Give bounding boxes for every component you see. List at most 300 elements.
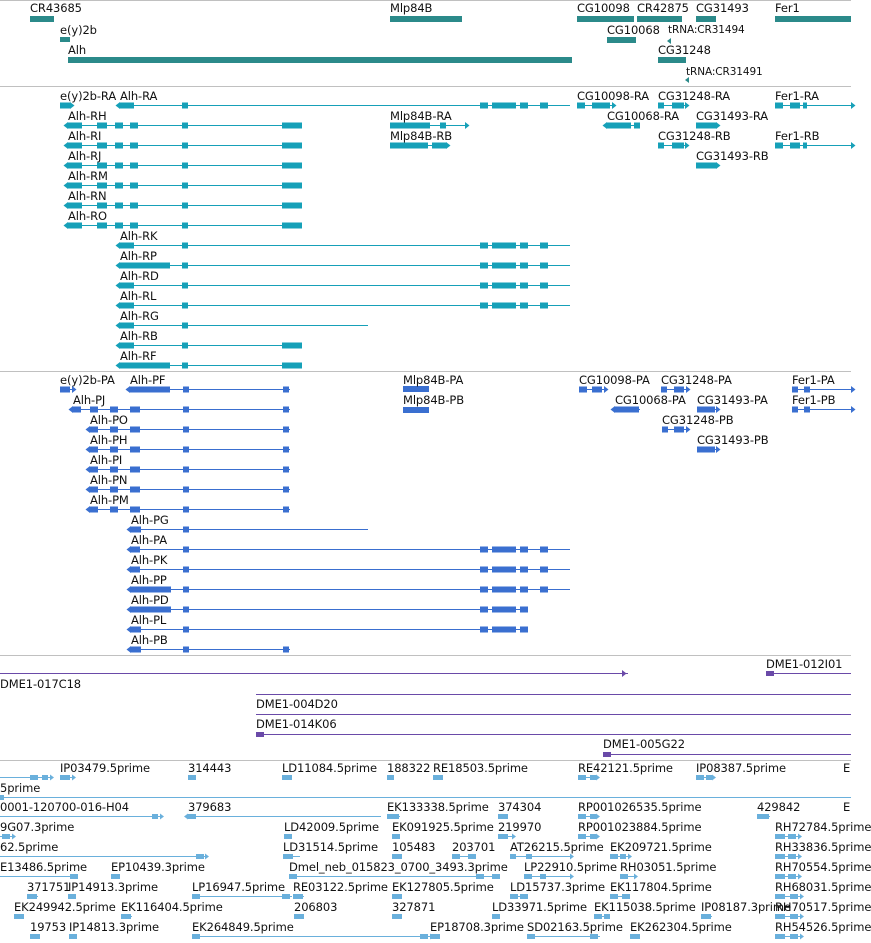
exon-block[interactable] <box>662 427 668 433</box>
est-block[interactable] <box>594 914 602 919</box>
exon-block[interactable] <box>492 243 516 249</box>
feature-label-alh-ri[interactable]: Alh-RI <box>68 129 102 143</box>
gene-cr43685[interactable] <box>30 16 54 22</box>
exon-block[interactable] <box>97 163 107 169</box>
exon-block[interactable] <box>492 103 516 109</box>
exon-block[interactable] <box>592 387 602 393</box>
exon-block[interactable] <box>804 407 810 413</box>
est-block[interactable] <box>392 894 402 899</box>
est-block[interactable] <box>70 874 78 879</box>
feature-label-alh-rl[interactable]: Alh-RL <box>120 289 157 303</box>
exon-block[interactable] <box>90 427 98 433</box>
gene-fer1[interactable] <box>775 16 851 22</box>
exon-block[interactable] <box>480 303 488 309</box>
exon-block[interactable] <box>480 547 488 553</box>
feature-label-cg10098-pa[interactable]: CG10098-PA <box>579 373 650 387</box>
exon-block[interactable] <box>540 283 548 289</box>
feature-label-cg10068[interactable]: CG10068 <box>607 23 660 37</box>
exon-block[interactable] <box>182 303 188 309</box>
exon-block[interactable] <box>73 407 81 413</box>
exon-block[interactable] <box>540 263 548 269</box>
exon-block[interactable] <box>68 143 82 149</box>
est-block[interactable] <box>282 775 292 780</box>
exon-block[interactable] <box>182 183 188 189</box>
feature-label-dme1-014k06[interactable]: DME1-014K06 <box>256 717 337 731</box>
exon-block[interactable] <box>120 303 134 309</box>
feature-label-rp001026535-5prime[interactable]: RP001026535.5prime <box>578 800 702 814</box>
clone-end[interactable] <box>766 671 774 676</box>
feature-label-374304[interactable]: 374304 <box>498 800 542 814</box>
feature-label-cg10068-ra[interactable]: CG10068-RA <box>607 109 680 123</box>
feature-label-alh-rj[interactable]: Alh-RJ <box>68 149 102 163</box>
exon-block[interactable] <box>440 123 446 129</box>
exon-block[interactable] <box>775 143 783 149</box>
gene-ey2b[interactable] <box>60 37 70 42</box>
feature-label-alh-rn[interactable]: Alh-RN <box>68 189 107 203</box>
exon-block[interactable] <box>282 163 302 169</box>
feature-label-dme1-017c18[interactable]: DME1-017C18 <box>0 677 82 691</box>
feature-label-e[interactable]: E <box>843 800 851 814</box>
exon-block[interactable] <box>520 587 528 593</box>
exon-block[interactable] <box>480 627 488 633</box>
est-block[interactable] <box>283 854 293 859</box>
exon-block[interactable] <box>520 103 528 109</box>
exon-block[interactable] <box>183 567 189 573</box>
exon-block[interactable] <box>120 243 134 249</box>
exon-block[interactable] <box>480 607 488 613</box>
exon-block[interactable] <box>183 587 189 593</box>
feature-label-re03122-5prime[interactable]: RE03122.5prime <box>293 880 388 894</box>
est-block[interactable] <box>622 894 630 899</box>
exon-block[interactable] <box>182 283 188 289</box>
exon-block[interactable] <box>492 547 516 553</box>
exon-block[interactable] <box>480 587 488 593</box>
exon-block[interactable] <box>97 143 107 149</box>
exon-block[interactable] <box>182 363 188 369</box>
feature-label-cg31493[interactable]: CG31493 <box>696 1 749 15</box>
feature-label-mlp84b-pb[interactable]: Mlp84B-PB <box>403 393 465 407</box>
exon-block[interactable] <box>282 343 302 349</box>
exon-block[interactable] <box>97 183 107 189</box>
exon-block[interactable] <box>520 283 528 289</box>
est-block[interactable] <box>492 874 500 879</box>
est-block[interactable] <box>520 894 528 899</box>
exon-block[interactable] <box>492 627 516 633</box>
feature-label-alh-pa[interactable]: Alh-PA <box>131 533 167 547</box>
exon-block[interactable] <box>520 607 528 613</box>
feature-label-alh-rh[interactable]: Alh-RH <box>68 109 107 123</box>
est-block[interactable] <box>775 894 785 899</box>
feature-label-206803[interactable]: 206803 <box>294 900 338 914</box>
est-block[interactable] <box>293 894 303 899</box>
est-block[interactable] <box>510 894 518 899</box>
est-block[interactable] <box>620 874 628 879</box>
exon-block[interactable] <box>130 223 138 229</box>
est-block[interactable] <box>527 934 535 939</box>
est-block[interactable] <box>610 854 618 859</box>
exon-block[interactable] <box>540 567 548 573</box>
exon-block[interactable] <box>492 283 516 289</box>
feature-label-ip14913-3prime[interactable]: IP14913.3prime <box>68 880 158 894</box>
exon-block[interactable] <box>480 103 488 109</box>
exon-block[interactable] <box>131 647 141 653</box>
feature-label-rh70517-5prime[interactable]: RH70517.5prime <box>775 900 871 914</box>
feature-label-ep18708-3prime[interactable]: EP18708.3prime <box>430 920 524 934</box>
exon-block[interactable] <box>674 387 684 393</box>
exon-block[interactable] <box>492 607 516 613</box>
exon-block[interactable] <box>283 447 289 453</box>
est-block[interactable] <box>526 854 532 859</box>
exon-block[interactable] <box>130 427 140 433</box>
feature-label-ek117804-5prime[interactable]: EK117804.5prime <box>610 880 712 894</box>
exon-block[interactable] <box>577 103 585 109</box>
exon-block[interactable] <box>120 363 170 369</box>
feature-label-cr42875[interactable]: CR42875 <box>637 1 689 15</box>
exon-block[interactable] <box>282 183 302 189</box>
exon-block[interactable] <box>90 447 98 453</box>
est-block[interactable] <box>757 814 769 819</box>
est-block[interactable] <box>590 834 596 839</box>
est-block[interactable] <box>775 934 785 939</box>
exon-block[interactable] <box>68 203 82 209</box>
exon-block[interactable] <box>480 243 488 249</box>
exon-block[interactable] <box>672 143 684 149</box>
exon-block[interactable] <box>183 507 189 513</box>
exon-block[interactable] <box>540 587 548 593</box>
est-block[interactable] <box>289 874 297 879</box>
exon-block[interactable] <box>120 283 134 289</box>
gene-cg31248[interactable] <box>658 57 686 63</box>
exon-block[interactable] <box>130 547 140 553</box>
exon-block[interactable] <box>492 587 516 593</box>
exon-block[interactable] <box>282 223 302 229</box>
est-block[interactable] <box>192 934 200 939</box>
est-block[interactable] <box>696 775 704 780</box>
est-block[interactable] <box>775 854 785 859</box>
exon-block[interactable] <box>131 627 141 633</box>
est-block[interactable] <box>578 834 586 839</box>
exon-block[interactable] <box>579 387 587 393</box>
feature-label-alh-pn[interactable]: Alh-PN <box>90 473 128 487</box>
feature-label-9g07-3prime[interactable]: 9G07.3prime <box>0 820 75 834</box>
exon-block[interactable] <box>68 183 82 189</box>
exon-block[interactable] <box>792 387 798 393</box>
est-block[interactable] <box>121 914 131 919</box>
est-block[interactable] <box>30 934 40 939</box>
exon-block[interactable] <box>182 163 188 169</box>
feature-label-lp22910-5prime[interactable]: LP22910.5prime <box>524 860 617 874</box>
exon-block[interactable] <box>283 487 289 493</box>
exon-block[interactable] <box>182 243 188 249</box>
exon-block[interactable] <box>803 103 807 109</box>
exon-block[interactable] <box>658 143 664 149</box>
feature-label-e-y-2b-ra[interactable]: e(y)2b-RA <box>60 89 117 103</box>
feature-label-e13486-5prime[interactable]: E13486.5prime <box>0 860 88 874</box>
exon-block[interactable] <box>182 263 188 269</box>
exon-block[interactable] <box>283 467 289 473</box>
exon-block[interactable] <box>130 407 140 413</box>
exon-block[interactable] <box>520 243 528 249</box>
exon-block[interactable] <box>697 407 715 413</box>
exon-block[interactable] <box>792 407 798 413</box>
feature-label-ek127805-5prime[interactable]: EK127805.5prime <box>392 880 494 894</box>
exon-block[interactable] <box>183 607 189 613</box>
est-block[interactable] <box>68 894 76 899</box>
est-block[interactable] <box>788 834 796 839</box>
est-block[interactable] <box>294 914 304 919</box>
feature-label-ek091925-5prime[interactable]: EK091925.5prime <box>392 820 494 834</box>
exon-block[interactable] <box>60 387 70 393</box>
exon-block[interactable] <box>283 387 289 393</box>
protein-mlp84b-pb[interactable] <box>403 407 429 413</box>
feature-label-ip03479-5prime[interactable]: IP03479.5prime <box>60 761 150 775</box>
feature-label-alh-pg[interactable]: Alh-PG <box>131 513 169 527</box>
exon-block[interactable] <box>115 143 123 149</box>
gene-mlp84b[interactable] <box>390 16 462 22</box>
est-block[interactable] <box>604 914 610 919</box>
exon-block[interactable] <box>110 467 118 473</box>
feature-label-cr43685[interactable]: CR43685 <box>30 1 82 15</box>
feature-label-e-y-2b[interactable]: e(y)2b <box>60 23 97 37</box>
est-block[interactable] <box>590 775 596 780</box>
exon-block[interactable] <box>120 263 170 269</box>
feature-label-cg31248-pb[interactable]: CG31248-PB <box>662 413 734 427</box>
gene-alh[interactable] <box>68 57 572 63</box>
exon-block[interactable] <box>592 103 610 109</box>
feature-label-cg31493-rb[interactable]: CG31493-RB <box>696 149 769 163</box>
exon-block[interactable] <box>130 487 140 493</box>
exon-block[interactable] <box>283 427 289 433</box>
feature-label-trna-cr31491[interactable]: tRNA:CR31491 <box>686 66 763 78</box>
exon-block[interactable] <box>130 447 140 453</box>
feature-label-ip08187-3prime[interactable]: IP08187.3prime <box>701 900 791 914</box>
exon-block[interactable] <box>183 427 189 433</box>
exon-block[interactable] <box>120 323 134 329</box>
exon-block[interactable] <box>60 103 70 109</box>
feature-label-188322[interactable]: 188322 <box>387 761 431 775</box>
feature-label-rh54526-5prime[interactable]: RH54526.5prime <box>775 920 871 934</box>
est-block[interactable] <box>590 814 596 819</box>
feature-label-alh-pm[interactable]: Alh-PM <box>90 493 129 507</box>
feature-label-ld31514-5prime[interactable]: LD31514.5prime <box>283 840 378 854</box>
est-block[interactable] <box>788 874 796 879</box>
feature-label-429842[interactable]: 429842 <box>757 800 801 814</box>
feature-label-alh-rb[interactable]: Alh-RB <box>120 329 158 343</box>
exon-block[interactable] <box>131 527 141 533</box>
exon-block[interactable] <box>68 123 82 129</box>
exon-block[interactable] <box>130 387 170 393</box>
est-block[interactable] <box>387 775 394 780</box>
exon-block[interactable] <box>182 323 188 329</box>
feature-label-fer1-pb[interactable]: Fer1-PB <box>792 393 836 407</box>
feature-label-ek133338-5prime[interactable]: EK133338.5prime <box>387 800 489 814</box>
exon-block[interactable] <box>68 163 82 169</box>
feature-label-cg31248[interactable]: CG31248 <box>658 43 711 57</box>
est-block[interactable] <box>60 775 70 780</box>
exon-block[interactable] <box>634 123 640 129</box>
exon-block[interactable] <box>90 467 98 473</box>
feature-label-alh-rf[interactable]: Alh-RF <box>120 349 157 363</box>
exon-block[interactable] <box>696 163 716 169</box>
feature-label-lp16947-5prime[interactable]: LP16947.5prime <box>192 880 285 894</box>
exon-block[interactable] <box>130 143 138 149</box>
feature-label-alh-pd[interactable]: Alh-PD <box>131 593 169 607</box>
est-block[interactable] <box>578 814 586 819</box>
feature-label-alh-ra[interactable]: Alh-RA <box>120 89 158 103</box>
exon-block[interactable] <box>110 487 118 493</box>
est-block[interactable] <box>111 874 120 879</box>
exon-block[interactable] <box>115 123 123 129</box>
feature-label-ld42009-5prime[interactable]: LD42009.5prime <box>284 820 379 834</box>
feature-label-dme1-005g22[interactable]: DME1-005G22 <box>603 737 685 751</box>
exon-block[interactable] <box>282 123 302 129</box>
feature-label-105483[interactable]: 105483 <box>392 840 436 854</box>
feature-label-dme1-012i01[interactable]: DME1-012I01 <box>766 657 843 671</box>
feature-label-cg31493-pb[interactable]: CG31493-PB <box>697 433 769 447</box>
exon-block[interactable] <box>432 143 446 149</box>
exon-block[interactable] <box>90 407 98 413</box>
est-block[interactable] <box>27 894 37 899</box>
exon-block[interactable] <box>520 263 528 269</box>
feature-label-cg31493-pa[interactable]: CG31493-PA <box>697 393 768 407</box>
feature-label-ip08387-5prime[interactable]: IP08387.5prime <box>696 761 786 775</box>
exon-block[interactable] <box>661 387 667 393</box>
est-block[interactable] <box>790 914 798 919</box>
exon-block[interactable] <box>696 123 716 129</box>
feature-label-alh-pi[interactable]: Alh-PI <box>90 453 123 467</box>
exon-block[interactable] <box>540 303 548 309</box>
feature-label-rp001023884-5prime[interactable]: RP001023884.5prime <box>578 820 702 834</box>
est-block[interactable] <box>42 775 48 780</box>
feature-label-cg31248-rb[interactable]: CG31248-RB <box>658 129 731 143</box>
exon-block[interactable] <box>390 143 428 149</box>
feature-label-alh-rg[interactable]: Alh-RG <box>120 309 159 323</box>
feature-label-cg31493-ra[interactable]: CG31493-RA <box>696 109 769 123</box>
feature-label-379683[interactable]: 379683 <box>188 800 232 814</box>
exon-block[interactable] <box>283 647 289 653</box>
exon-block[interactable] <box>520 627 528 633</box>
feature-label-alh-pf[interactable]: Alh-PF <box>130 373 166 387</box>
feature-label-5prime[interactable]: 5prime <box>0 781 41 795</box>
exon-block[interactable] <box>182 203 188 209</box>
feature-label-ld15737-3prime[interactable]: LD15737.3prime <box>510 880 605 894</box>
feature-label-rh72784-5prime[interactable]: RH72784.5prime <box>775 820 871 834</box>
exon-block[interactable] <box>115 223 123 229</box>
feature-label-alh-pb[interactable]: Alh-PB <box>131 633 168 647</box>
est-block[interactable] <box>420 934 428 939</box>
exon-block[interactable] <box>182 223 188 229</box>
exon-block[interactable] <box>130 567 140 573</box>
feature-label-alh-pk[interactable]: Alh-PK <box>131 553 168 567</box>
est-block[interactable] <box>524 874 532 879</box>
feature-label-cg10068-pa[interactable]: CG10068-PA <box>615 393 686 407</box>
feature-label-0001-120700-016-h04[interactable]: 0001-120700-016-H04 <box>0 800 129 814</box>
exon-block[interactable] <box>520 567 528 573</box>
feature-label-ek116404-5prime[interactable]: EK116404.5prime <box>121 900 223 914</box>
exon-block[interactable] <box>110 427 118 433</box>
feature-label-mlp84b[interactable]: Mlp84B <box>390 1 433 15</box>
feature-label-cg10098-ra[interactable]: CG10098-RA <box>577 89 650 103</box>
gene-cg10068[interactable] <box>607 37 636 43</box>
feature-label-dmel-neb-015823-0700-3493-3prime[interactable]: Dmel_neb_015823_0700_3493.3prime <box>289 860 508 874</box>
exon-block[interactable] <box>97 203 107 209</box>
exon-block[interactable] <box>130 203 138 209</box>
feature-label-fer1-ra[interactable]: Fer1-RA <box>775 89 819 103</box>
feature-label-ek209721-5prime[interactable]: EK209721.5prime <box>610 840 712 854</box>
feature-label-327871[interactable]: 327871 <box>392 900 436 914</box>
feature-label-62-5prime[interactable]: 62.5prime <box>0 840 59 854</box>
exon-block[interactable] <box>658 103 664 109</box>
est-block[interactable] <box>430 934 440 939</box>
feature-label-314443[interactable]: 314443 <box>188 761 232 775</box>
exon-block[interactable] <box>183 387 189 393</box>
feature-label-alh-po[interactable]: Alh-PO <box>90 413 128 427</box>
exon-block[interactable] <box>182 123 188 129</box>
exon-block[interactable] <box>131 587 171 593</box>
exon-block[interactable] <box>492 567 516 573</box>
feature-label-rh33836-5prime[interactable]: RH33836.5prime <box>775 840 871 854</box>
exon-block[interactable] <box>182 103 188 109</box>
exon-block[interactable] <box>672 103 684 109</box>
feature-label-alh-rm[interactable]: Alh-RM <box>68 169 108 183</box>
exon-block[interactable] <box>130 183 138 189</box>
feature-label-cg10098[interactable]: CG10098 <box>577 1 630 15</box>
est-block[interactable] <box>775 874 785 879</box>
exon-block[interactable] <box>540 243 548 249</box>
feature-label-rh70554-5prime[interactable]: RH70554.5prime <box>775 860 871 874</box>
feature-label-alh-ph[interactable]: Alh-PH <box>90 433 128 447</box>
feature-label-alh-pp[interactable]: Alh-PP <box>131 573 167 587</box>
feature-label-alh-rp[interactable]: Alh-RP <box>120 249 157 263</box>
est-block[interactable] <box>188 775 196 780</box>
feature-label-ek249942-5prime[interactable]: EK249942.5prime <box>14 900 116 914</box>
exon-block[interactable] <box>183 627 189 633</box>
exon-block[interactable] <box>790 143 800 149</box>
exon-block[interactable] <box>480 283 488 289</box>
feature-label-e[interactable]: E <box>843 761 851 775</box>
feature-label-alh[interactable]: Alh <box>68 43 87 57</box>
feature-label-ld11084-5prime[interactable]: LD11084.5prime <box>282 761 377 775</box>
est-block[interactable] <box>788 854 796 859</box>
est-block[interactable] <box>620 854 626 859</box>
est-block[interactable] <box>392 834 400 839</box>
exon-block[interactable] <box>607 123 631 129</box>
exon-block[interactable] <box>674 427 684 433</box>
est-block[interactable] <box>452 854 460 859</box>
feature-label-alh-pj[interactable]: Alh-PJ <box>73 393 106 407</box>
exon-block[interactable] <box>130 467 140 473</box>
est-block[interactable] <box>392 854 402 859</box>
feature-label-ek115038-5prime[interactable]: EK115038.5prime <box>594 900 696 914</box>
est-block[interactable] <box>775 914 785 919</box>
gene-cg31493[interactable] <box>696 16 716 22</box>
exon-block[interactable] <box>480 567 488 573</box>
feature-label-cg31248-pa[interactable]: CG31248-PA <box>661 373 732 387</box>
feature-label-re42121-5prime[interactable]: RE42121.5prime <box>578 761 673 775</box>
est-block[interactable] <box>590 934 598 939</box>
feature-label-at26215-5prime[interactable]: AT26215.5prime <box>510 840 604 854</box>
est-block[interactable] <box>540 874 546 879</box>
exon-block[interactable] <box>283 407 289 413</box>
exon-block[interactable] <box>804 387 810 393</box>
exon-block[interactable] <box>775 103 783 109</box>
exon-block[interactable] <box>480 263 488 269</box>
exon-block[interactable] <box>130 123 138 129</box>
exon-block[interactable] <box>183 647 189 653</box>
exon-block[interactable] <box>182 143 188 149</box>
feature-label-mlp84b-pa[interactable]: Mlp84B-PA <box>403 373 464 387</box>
exon-block[interactable] <box>790 103 800 109</box>
